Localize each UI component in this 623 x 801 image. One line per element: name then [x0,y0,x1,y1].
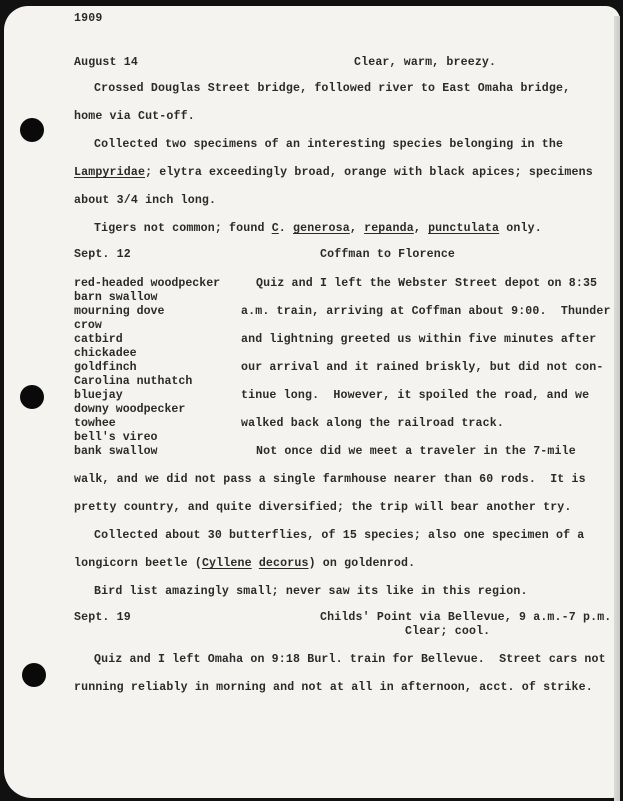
text-line: and lightning greeted us within five minutes after [241,333,597,346]
text-line-with-taxa: Tigers not common; found C. generosa, repanda, punctulata only. [94,222,542,235]
taxon-name: Lampyridae [74,166,146,179]
text-line: Collected two specimens of an interesting species belonging in the [94,138,564,151]
bird-list-item: downy woodpecker [74,403,186,416]
binder-hole-middle [20,385,44,409]
entry-weather: Clear; cool. [405,625,491,638]
text-line: about 3/4 inch long. [74,194,217,207]
bird-list-item: barn swallow [74,291,158,304]
text-line: walk, and we did not pass a single farmhouse nearer than 60 rods. It is [74,473,586,486]
entry-date: August 14 [74,56,138,69]
bird-list-item: Carolina nuthatch [74,375,193,388]
text-line-with-taxon: Lampyridae; elytra exceedingly broad, orange with black apices; specimens [74,166,593,179]
text-line: home via Cut-off. [74,110,195,123]
page-edge [614,16,620,801]
entry-route: Childs' Point via Bellevue, 9 a.m.-7 p.m. [320,611,612,624]
binder-hole-top [20,118,44,142]
text-line: Collected about 30 butterflies, of 15 species; also one specimen of a [94,529,585,542]
document-page [4,6,620,798]
bird-list-item: towhee [74,417,116,430]
entry-date: Sept. 19 [74,611,131,624]
bird-list-item: mourning dove [74,305,165,318]
entry-route: Coffman to Florence [320,248,456,261]
binder-hole-bottom [22,663,46,687]
text-line: running reliably in morning and not at all in afternoon, acct. of strike. [74,681,593,694]
bird-list-item: chickadee [74,347,137,360]
text-line: Quiz and I left the Webster Street depot on 8:35 [256,277,598,290]
text-line: tinue long. However, it spoiled the road, and we [241,389,590,402]
text-line: our arrival and it rained briskly, but did not con- [241,361,604,374]
bird-list-item: bell's vireo [74,431,158,444]
text-line: a.m. train, arriving at Coffman about 9:00. Thunder [241,305,611,318]
text-line: Crossed Douglas Street bridge, followed river to East Omaha bridge, [94,82,571,95]
bird-list-item: crow [74,319,102,332]
year-label: 1909 [74,12,103,25]
text-line: pretty country, and quite diversified; the trip will bear another try. [74,501,572,514]
entry-date: Sept. 12 [74,248,131,261]
bird-list-item: goldfinch [74,361,137,374]
text-line: Bird list amazingly small; never saw its like in this region. [94,585,528,598]
bird-list-item: red-headed woodpecker [74,277,221,290]
text-line: Quiz and I left Omaha on 9:18 Burl. train for Bellevue. Street cars not [94,653,606,666]
text-line: walked back along the railroad track. [241,417,504,430]
bird-list-item: catbird [74,333,123,346]
text-line: Not once did we meet a traveler in the 7-mile [256,445,576,458]
entry-weather: Clear, warm, breezy. [354,56,497,69]
bird-list-item: bank swallow [74,445,158,458]
text-line-with-taxon: longicorn beetle (Cyllene decorus) on goldenrod. [74,557,416,570]
bird-list-item: bluejay [74,389,123,402]
